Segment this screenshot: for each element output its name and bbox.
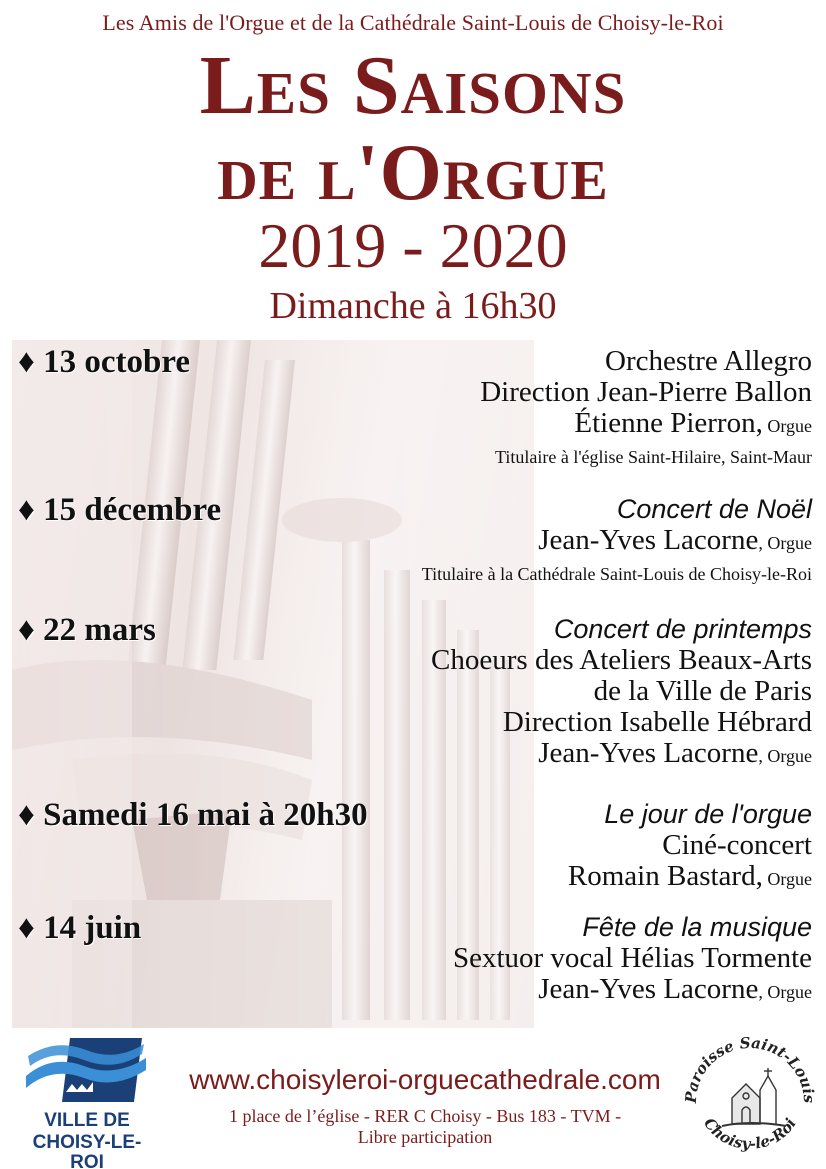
parish-name-bottom: Choisy-le-Roi [700,1114,800,1153]
event-organist: Jean-Yves Lacorne, Orgue [538,737,812,769]
church-icon [722,1068,786,1126]
event-title: Le jour de l'orgue [604,799,812,829]
event-date: ♦ 13 octobre [18,344,191,380]
city-logo-line1: VILLE DE [44,1110,130,1131]
event-date: ♦ Samedi 16 mai à 20h30 [18,797,368,833]
event-title: Concert de printemps [553,614,812,644]
parish-name-top: Paroisse Saint-Louis [682,1033,817,1104]
event-performer: Choeurs des Ateliers Beaux-Arts [431,644,812,676]
event-date: ♦ 22 mars [18,612,156,648]
city-logo-line2: CHOISY-LE-ROI [32,1132,142,1169]
website-link[interactable]: www.choisyleroi-orguecathedrale.com [189,1064,661,1095]
event-organist-note: Titulaire à la Cathédrale Saint-Louis de Choisy-le-Roi [421,564,812,584]
event-performer-cont: de la Ville de Paris [593,675,812,707]
event-type: Ciné-concert [662,829,812,861]
event-title: Concert de Noël [616,494,812,524]
poster-title-line1: Les Saisons [199,39,627,132]
event-organist-note: Titulaire à l'église Saint-Hilaire, Saint-Maur [494,447,812,467]
venue-address [160,1106,690,1148]
city-logo [22,1036,152,1169]
event-organist: Jean-Yves Lacorne, Orgue [538,524,812,556]
season-years: 2019 - 2020 [258,210,568,281]
poster-title-line2: de l'Orgue [217,129,609,217]
event-organist: Romain Bastard, Orgue [567,860,812,892]
city-emblem-icon [22,1036,152,1104]
event-performer: Sextuor vocal Hélias Tormente [452,942,812,974]
parish-seal [682,1032,817,1162]
address-line: 1 place de l’église - RER C Choisy - Bus 183 - TVM - [228,1106,622,1126]
event-date: ♦ 14 juin [18,910,142,946]
admission-note: Libre participation [357,1127,493,1147]
organization-name: Les Amis de l'Orgue et de la Cathédrale Saint-Louis de Choisy-le-Roi [102,10,724,35]
event-title: Fête de la musique [582,912,812,942]
event-performer: Orchestre Allegro [605,345,812,377]
event-organist: Jean-Yves Lacorne, Orgue [538,973,812,1005]
event-conductor: Direction Isabelle Hébrard [502,706,812,738]
event-date: ♦ 15 décembre [18,492,222,528]
event-conductor: Direction Jean-Pierre Ballon [480,376,812,408]
event-organist: Étienne Pierron, Orgue [574,407,812,439]
schedule-time: Dimanche à 16h30 [269,285,557,327]
